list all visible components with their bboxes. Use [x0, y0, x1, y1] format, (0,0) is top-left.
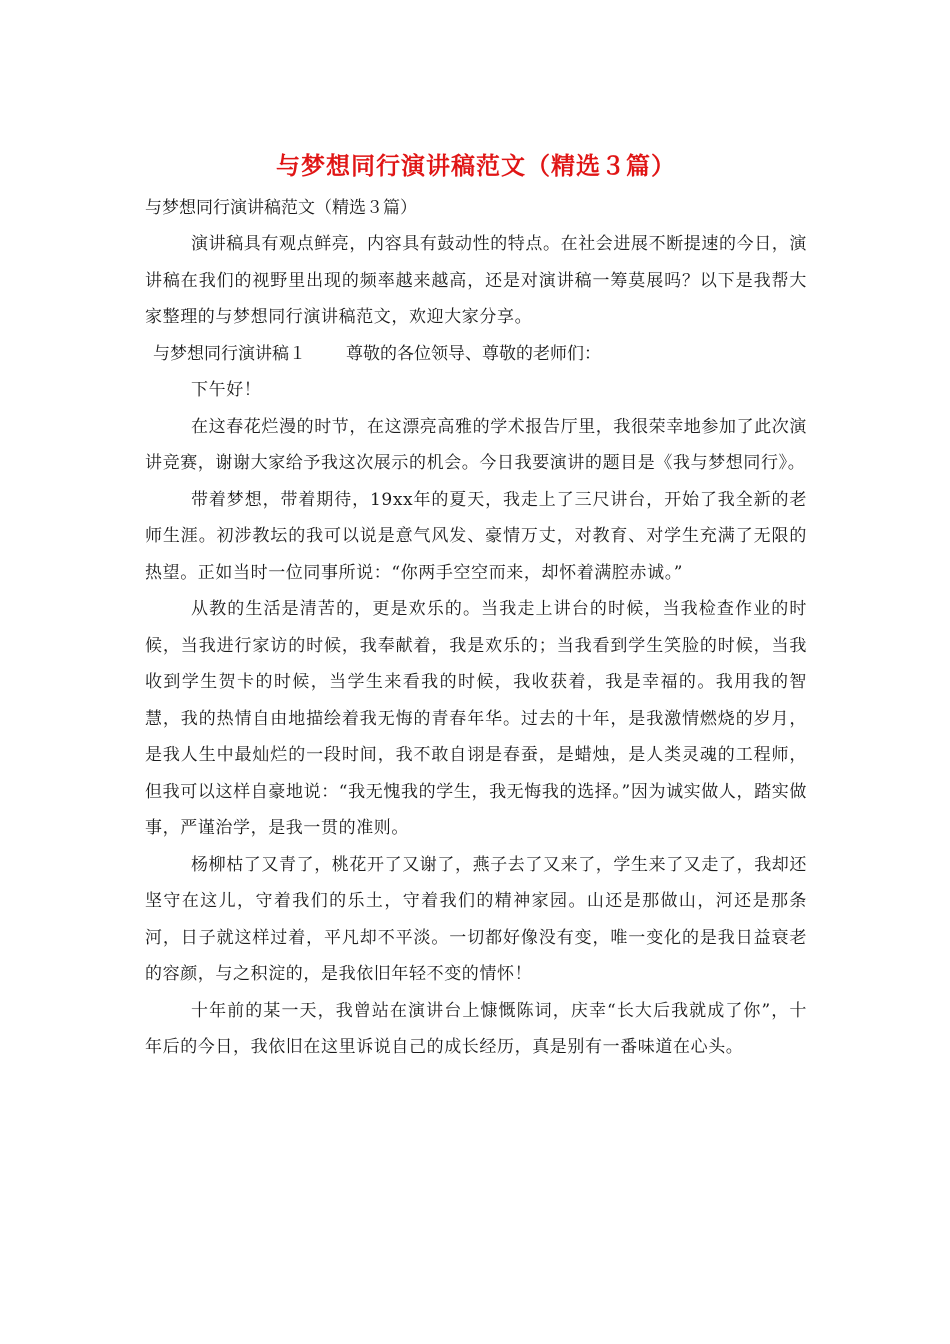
body-paragraph-1: 在这春花烂漫的时节，在这漂亮高雅的学术报告厅里，我很荣幸地参加了此次演讲竞赛，谢谢大家给予我这次展示的机会。今日我要演讲的题目是《我与梦想同行》。	[145, 416, 807, 473]
body-paragraph-3: 从教的生活是清苦的，更是欢乐的。当我走上讲台的时候，当我检查作业的时候，当我进行家访的时候，我奉献着，我是欢乐的；当我看到学生笑脸的时候，当我收到学生贺卡的时候，当学生来看我的时候，我收获着，我是幸福的。我用我的智慧，我的热情自由地描绘着我无悔的青春年华。过去的十年，是我激情燃烧的岁月，是我人生中最灿烂的一段时间，我不敢自诩是春蚕，是蜡烛，是人类灵魂的工程师，但我可以这样自豪地说：“我无愧我的学生，我无悔我的选择。”因为诚实做人，踏实做事，严谨治学，是我一贯的准则。	[145, 599, 807, 838]
document-subtitle: 与梦想同行演讲稿范文（精选３篇）	[145, 198, 417, 218]
document-page	[145, 148, 807, 1066]
intro-paragraph: 演讲稿具有观点鲜亮，内容具有鼓动性的特点。在社会进展不断提速的今日，演讲稿在我们的视野里出现的频率越来越高，还是对演讲稿一筹莫展吗？以下是我帮大家整理的与梦想同行演讲稿范文，欢迎大家分享。	[145, 234, 807, 327]
speech-heading-line	[145, 336, 807, 373]
body-paragraph-4: 杨柳枯了又青了，桃花开了又谢了，燕子去了又来了，学生来了又走了，我却还坚守在这儿，守着我们的乐土，守着我们的精神家园。山还是那做山，河还是那条河，日子就这样过着，平凡却不平淡。一切都好像没有变，唯一变化的是我日益衰老的容颜，与之积淀的，是我依旧年轻不变的情怀！	[145, 854, 807, 984]
greeting: 下午好！	[191, 380, 262, 400]
body-paragraph-2: 带着梦想，带着期待，19xx年的夏天，我走上了三尺讲台，开始了我全新的老师生涯。初涉教坛的我可以说是意气风发、豪情万丈，对教育、对学生充满了无限的热望。正如当时一位同事所说：“你两手空空而来，却怀着满腔赤诚。”	[145, 489, 807, 583]
speech-label: 与梦想同行演讲稿１	[153, 343, 306, 364]
salutation: 尊敬的各位领导、尊敬的老师们：	[346, 343, 601, 364]
document-title: 与梦想同行演讲稿范文（精选３篇）	[276, 151, 676, 180]
body-paragraph-5: 十年前的某一天，我曾站在演讲台上慷慨陈词，庆幸“长大后我就成了你”，十年后的今日，我依旧在这里诉说自己的成长经历，真是别有一番味道在心头。	[145, 1000, 807, 1057]
